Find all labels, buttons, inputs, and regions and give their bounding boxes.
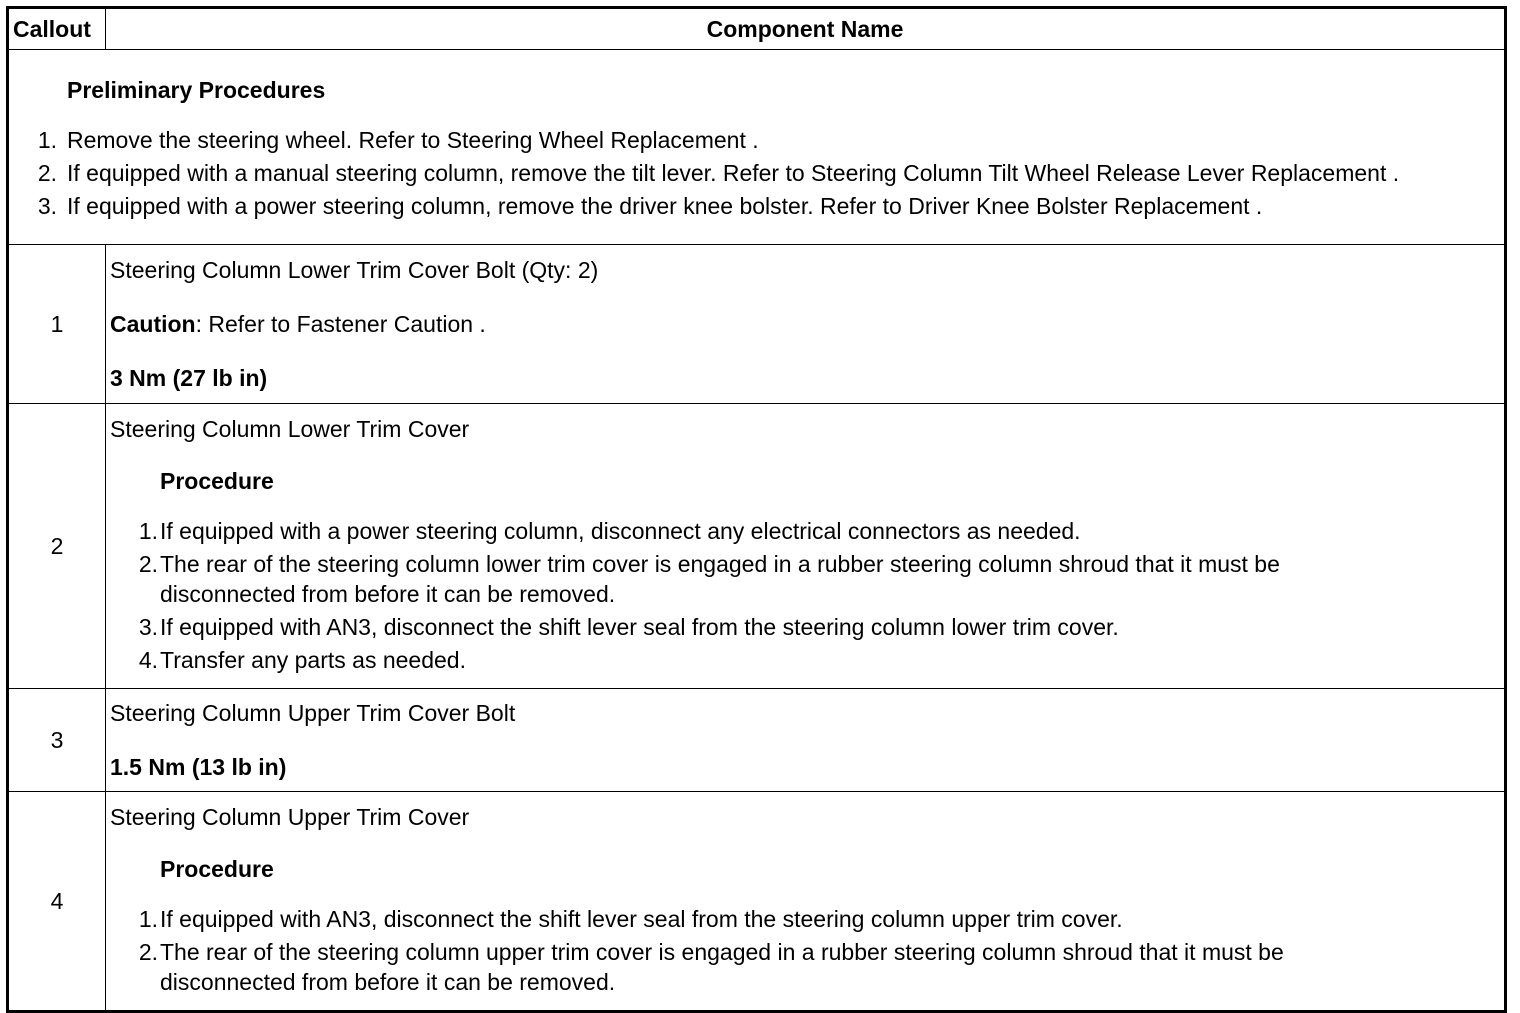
table-row [8,245,1506,404]
callout-number: 1 [8,245,106,404]
procedure-title: Procedure [160,468,274,494]
step-number: 3. [138,614,158,640]
callout-number: 4 [8,792,106,1012]
step-text: If equipped with a manual steering column, remove the tilt lever. Refer to Steering Column Tilt Wheel Release Lever Replacement . [67,159,1400,186]
component-name: Steering Column Lower Trim Cover [110,416,470,442]
component-cell [106,689,1506,792]
table-header-row [8,8,1506,50]
preliminary-procedures-row [8,50,1506,245]
list-item [110,645,1500,675]
step-text: If equipped with AN3, disconnect the shift lever seal from the steering column upper trim cover. [160,906,1123,932]
component-name: Steering Column Upper Trim Cover Bolt [110,700,516,726]
callout-column-header: Callout [8,8,106,50]
torque-spec: 3 Nm (27 lb in) [110,365,268,391]
step-number: 1. [138,518,158,544]
step-text: If equipped with a power steering column, remove the driver knee bolster. Refer to Driver Knee Bolster Replacement . [67,192,1263,219]
step-number: 2. [37,159,57,186]
step-text: The rear of the steering column upper trim cover is engaged in a rubber steering column shroud that it must be disconnected from before it can be removed. [160,939,1284,995]
component-name: Steering Column Upper Trim Cover [110,804,470,830]
list-item [110,612,1500,642]
callout-number: 3 [8,689,106,792]
component-cell [106,404,1506,689]
step-number: 2. [138,551,158,577]
caution-text: : Refer to Fastener Caution . [195,311,486,337]
table-row [8,792,1506,1012]
component-name-column-header: Component Name [106,8,1506,50]
list-item [110,937,1500,997]
step-text: If equipped with a power steering column, disconnect any electrical connectors as needed. [160,518,1081,544]
table-row [8,404,1506,689]
step-number: 4. [138,647,158,673]
list-item [13,125,1500,155]
procedure-title: Procedure [160,856,274,882]
procedure-steps-list [110,516,1500,675]
step-number: 3. [37,192,57,219]
callout-number: 2 [8,404,106,689]
step-number: 1. [37,126,57,153]
preliminary-procedures-title: Preliminary Procedures [67,76,326,103]
caution-note [110,309,1500,339]
step-number: 2. [138,939,158,965]
preliminary-procedures-cell [8,50,1506,245]
step-text: The rear of the steering column lower trim cover is engaged in a rubber steering column shroud that it must be disconnected from before it can be removed. [160,551,1280,607]
step-text: Transfer any parts as needed. [160,647,466,673]
list-item [13,158,1500,188]
component-cell [106,792,1506,1012]
step-number: 1. [138,906,158,932]
step-text: If equipped with AN3, disconnect the shift lever seal from the steering column lower trim cover. [160,614,1119,640]
component-name: Steering Column Lower Trim Cover Bolt (Qty: 2) [110,257,599,283]
list-item [110,904,1500,934]
procedure-steps-list [110,904,1500,997]
list-item [13,191,1500,221]
preliminary-steps-list [13,125,1500,221]
table-row [8,689,1506,792]
torque-spec: 1.5 Nm (13 lb in) [110,754,287,780]
step-text: Remove the steering wheel. Refer to Steering Wheel Replacement . [67,126,759,153]
caution-label: Caution [110,311,196,337]
component-table [6,6,1507,1013]
component-cell [106,245,1506,404]
list-item [110,516,1500,546]
list-item [110,549,1500,609]
